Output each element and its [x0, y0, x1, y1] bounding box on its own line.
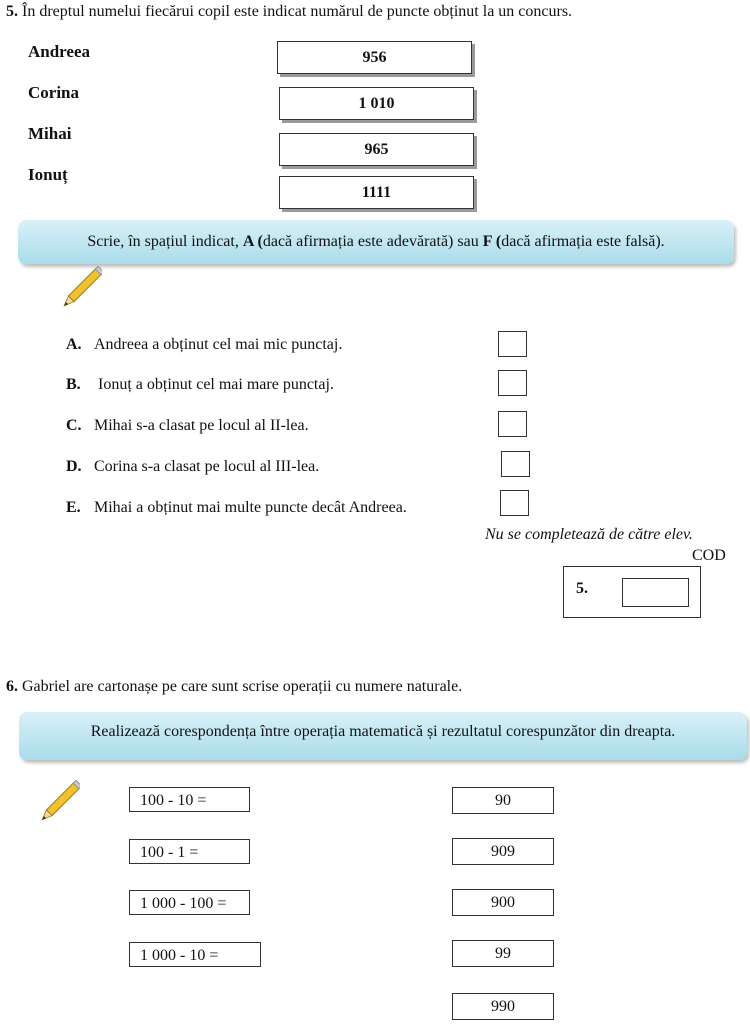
answer-box-a[interactable]: [498, 331, 527, 357]
statement-a-letter: A.: [66, 336, 82, 353]
operation-card-4[interactable]: 1 000 - 10 =: [129, 942, 261, 967]
statement-a-text: Andreea a obținut cel mai mic punctaj.: [94, 336, 343, 353]
banner-letter-f: F: [482, 233, 492, 250]
result-card-5[interactable]: 990: [452, 993, 554, 1020]
cod-input-box: [622, 578, 689, 607]
answer-box-c[interactable]: [498, 411, 527, 437]
pencil-icon: [34, 780, 80, 830]
child-name-andreea: Andreea: [28, 42, 91, 61]
q6-number: 6.: [6, 678, 18, 695]
statement-c-text: Mihai s-a clasat pe locul al II-lea.: [94, 417, 309, 434]
score-box-mihai: 965: [279, 133, 474, 166]
q5-text: În dreptul numelui fiecărui copil este indicat numărul de puncte obținut la un concurs.: [22, 3, 573, 20]
statement-b-letter: B.: [66, 376, 81, 393]
answer-box-b[interactable]: [498, 370, 527, 396]
q6-instruction-banner: Realizează corespondența între operația matematică și rezultatul corespunzător din dreapta.: [19, 712, 747, 760]
q5-instruction-banner: [18, 220, 734, 264]
statement-b-text: Ionuț a obținut cel mai mare punctaj.: [94, 376, 334, 393]
banner-text-pre: Scrie, în spațiul indicat,: [87, 233, 243, 250]
statement-a: [66, 336, 342, 354]
cod-frame: [563, 566, 701, 618]
result-card-2[interactable]: 909: [452, 838, 554, 865]
statement-c-letter: C.: [66, 417, 82, 434]
result-card-1[interactable]: 90: [452, 787, 554, 814]
statement-e: [66, 499, 407, 517]
answer-box-e[interactable]: [500, 490, 529, 516]
statement-d-letter: D.: [66, 458, 82, 475]
banner-text-mid: dacă afirmația este adevărată) sau: [262, 233, 483, 250]
q5-title: [6, 2, 572, 22]
cod-label: COD: [692, 547, 726, 564]
statement-e-text: Mihai a obținut mai multe puncte decât Andreea.: [94, 499, 407, 516]
pencil-icon: [56, 266, 102, 316]
answer-box-d[interactable]: [501, 451, 530, 477]
q6-title: [6, 677, 462, 697]
statement-d-text: Corina s-a clasat pe locul al III-lea.: [94, 458, 320, 475]
child-name-ionut: Ionuț: [28, 165, 68, 184]
operation-card-3[interactable]: 1 000 - 100 =: [129, 890, 250, 915]
child-name-mihai: Mihai: [28, 124, 72, 143]
banner-paren-f: (: [491, 233, 502, 250]
banner-letter-a: A: [242, 233, 254, 250]
statement-e-letter: E.: [66, 499, 81, 516]
statement-c: [66, 417, 309, 435]
result-card-3[interactable]: 900: [452, 889, 554, 916]
score-box-andreea: 956: [277, 41, 472, 74]
q6-text: Gabriel are cartonașe pe care sunt scrise operații cu numere naturale.: [22, 678, 463, 695]
operation-card-2[interactable]: 100 - 1 =: [129, 839, 250, 864]
banner-text-post: dacă afirmația este falsă).: [501, 233, 665, 250]
child-name-corina: Corina: [28, 83, 79, 102]
banner-paren-a: (: [253, 233, 263, 250]
result-card-4[interactable]: 99: [452, 940, 554, 967]
operation-card-1[interactable]: 100 - 10 =: [129, 787, 250, 812]
q5-number: 5.: [6, 3, 18, 20]
score-box-corina: 1 010: [279, 87, 474, 120]
cod-item-number: 5.: [576, 580, 588, 597]
teacher-only-note: Nu se completează de către elev.: [485, 526, 693, 543]
statement-b: [66, 376, 334, 394]
statement-d: [66, 458, 319, 476]
score-box-ionut: 1111: [279, 176, 474, 209]
